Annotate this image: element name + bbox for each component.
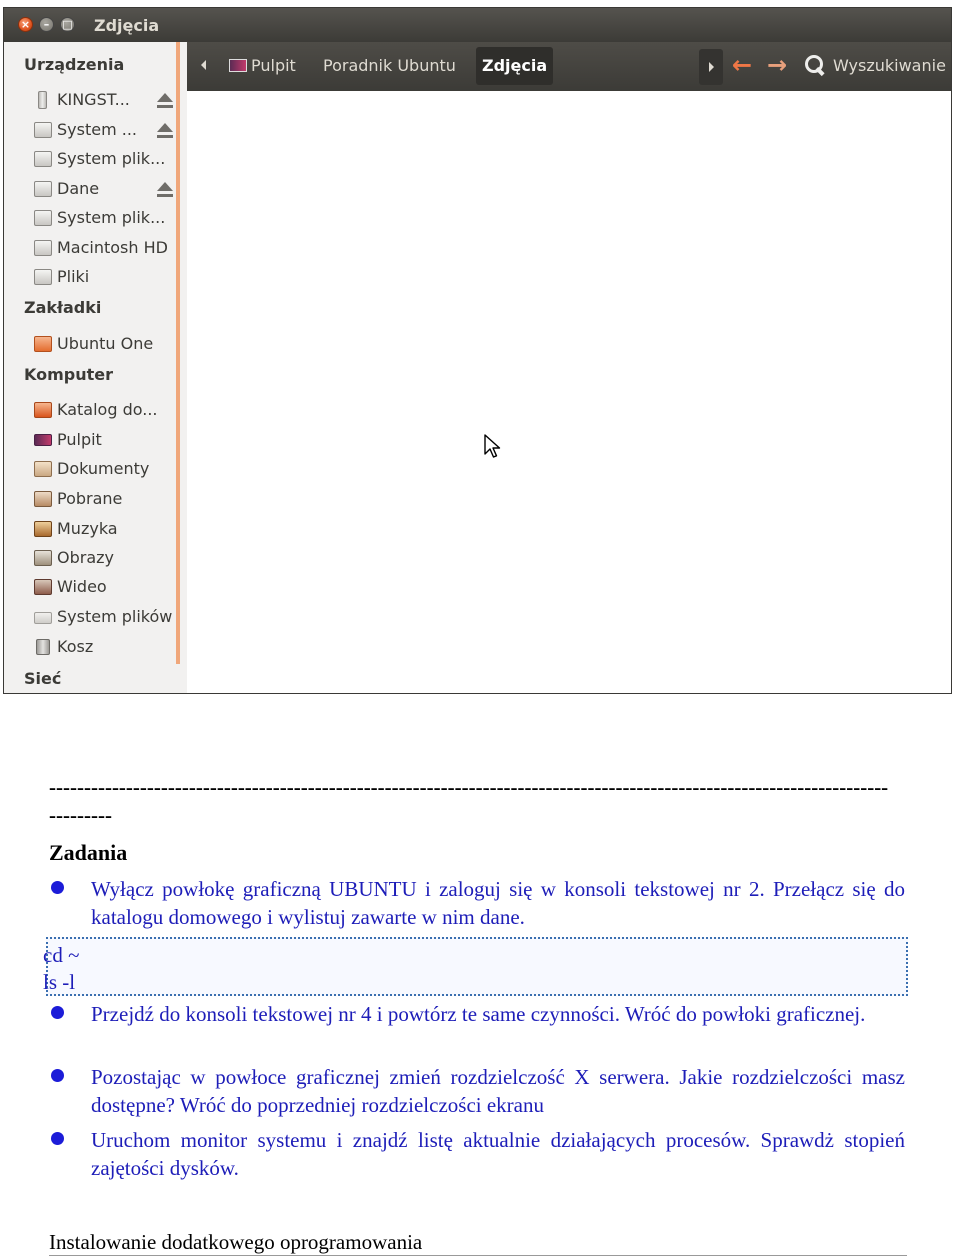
filesystem-icon — [34, 612, 52, 624]
eject-icon[interactable] — [157, 182, 173, 198]
window-title: Zdjęcia — [94, 16, 160, 35]
breadcrumb-scroll-left-icon[interactable] — [201, 60, 206, 70]
desktop-icon — [229, 59, 247, 72]
sidebar-heading-computer: Komputer — [24, 365, 114, 384]
sidebar-item-label: Obrazy — [57, 548, 114, 567]
sidebar-item-label: Pulpit — [57, 430, 102, 449]
usb-drive-icon — [38, 91, 47, 109]
sidebar-item-label: System ... — [57, 120, 138, 139]
sidebar-item-label: Katalog do... — [57, 400, 158, 419]
disk-icon — [34, 269, 52, 285]
disk-icon — [34, 122, 52, 138]
sidebar-item-label: System plików — [57, 607, 173, 626]
breadcrumb-scroll-right[interactable] — [699, 49, 723, 85]
file-view-area[interactable] — [187, 91, 952, 694]
maximize-icon: □ — [62, 18, 73, 31]
sidebar-heading-devices: Urządzenia — [24, 55, 125, 74]
sidebar-item-label: Macintosh HD — [57, 238, 168, 257]
bullet-icon — [51, 881, 64, 894]
sidebar-pane-handle[interactable] — [176, 42, 180, 664]
sidebar-item-label: Pobrane — [57, 489, 123, 508]
task-item-2: Przejdź do konsoli tekstowej nr 4 i powtórz te same czynności. Wróć do powłoki graficznej. — [91, 1002, 866, 1026]
bullet-icon — [51, 1069, 64, 1082]
close-icon: × — [20, 18, 31, 31]
minimize-icon: – — [43, 18, 50, 31]
sidebar-item-label: Pliki — [57, 267, 90, 286]
task-item-1: Wyłącz powłokę graficzną UBUNTU i zaloguj się w konsoli tekstowej nr 2. Przełącz się do katalogu domowego i wylistuj zawarte w nim dane. — [91, 877, 905, 929]
task-item-3: Pozostając w powłoce graficznej zmień rozdzielczość X serwera. Jakie rozdzielczości masz dostępne? Wróć do poprzedniej rozdzielczości ekranu — [91, 1065, 905, 1117]
search-icon[interactable] — [805, 55, 825, 77]
sidebar-item-label: Ubuntu One — [57, 334, 154, 353]
sidebar-heading-bookmarks: Zakładki — [24, 298, 102, 317]
maximize-window-button[interactable] — [60, 17, 75, 32]
separator-line-continuation: --------- — [49, 803, 112, 827]
eject-icon[interactable] — [157, 123, 173, 139]
sidebar-item-label: System plik... — [57, 208, 166, 227]
downloads-folder-icon — [34, 491, 52, 507]
pictures-folder-icon — [34, 550, 52, 566]
sidebar-item-label: System plik... — [57, 149, 166, 168]
sidebar-heading-network: Sieć — [24, 669, 62, 688]
minimize-window-button[interactable] — [39, 17, 54, 32]
disk-icon — [34, 151, 52, 167]
documents-folder-icon — [34, 461, 52, 477]
trash-icon — [36, 639, 50, 655]
code-block — [46, 937, 908, 996]
sidebar-item-label: Dane — [57, 179, 100, 198]
sidebar-item-label: Wideo — [57, 577, 107, 596]
breadcrumb-zdjecia[interactable]: Zdjęcia — [476, 47, 553, 85]
search-button[interactable]: Wyszukiwanie — [833, 56, 946, 75]
toolbar — [187, 42, 952, 91]
sidebar-item-label: Kosz — [57, 637, 94, 656]
back-arrow-icon[interactable]: ← — [732, 51, 753, 79]
separator-line: ------------------------------------------------------------------------------------------------------------------------ — [49, 775, 889, 799]
home-folder-icon — [34, 402, 52, 418]
sidebar-item-label: Muzyka — [57, 519, 118, 538]
title-bar — [4, 8, 951, 42]
task-item-4: Uruchom monitor systemu i znajdź listę aktualnie działających procesów. Sprawdż stopień zajętości dysków. — [91, 1128, 905, 1180]
sidebar-item-label: KINGST... — [57, 90, 130, 109]
sidebar-item-label: Dokumenty — [57, 459, 150, 478]
breadcrumb-poradnik-ubuntu[interactable]: Poradnik Ubuntu — [323, 56, 456, 75]
code-line-1: cd ~ — [43, 943, 80, 967]
bullet-icon — [51, 1132, 64, 1145]
eject-icon[interactable] — [157, 93, 173, 109]
close-window-button[interactable] — [18, 17, 33, 32]
forward-arrow-icon[interactable]: → — [767, 51, 788, 79]
mouse-cursor-icon — [484, 434, 502, 460]
section-title: Instalowanie dodatkowego oprogramowania — [49, 1230, 423, 1254]
disk-icon — [34, 210, 52, 226]
music-folder-icon — [34, 521, 52, 537]
sidebar — [4, 42, 187, 694]
desktop-icon — [34, 434, 52, 446]
section-underline — [49, 1255, 907, 1256]
disk-icon — [34, 240, 52, 256]
videos-folder-icon — [34, 579, 52, 595]
breadcrumb-pulpit[interactable]: Pulpit — [251, 56, 296, 75]
file-manager-window — [3, 7, 952, 694]
bullet-icon — [51, 1006, 64, 1019]
breadcrumb-scroll-right-icon — [709, 62, 714, 72]
code-line-2: ls -l — [43, 970, 76, 994]
folder-icon — [34, 336, 52, 352]
disk-icon — [34, 181, 52, 197]
tasks-heading: Zadania — [49, 840, 128, 865]
